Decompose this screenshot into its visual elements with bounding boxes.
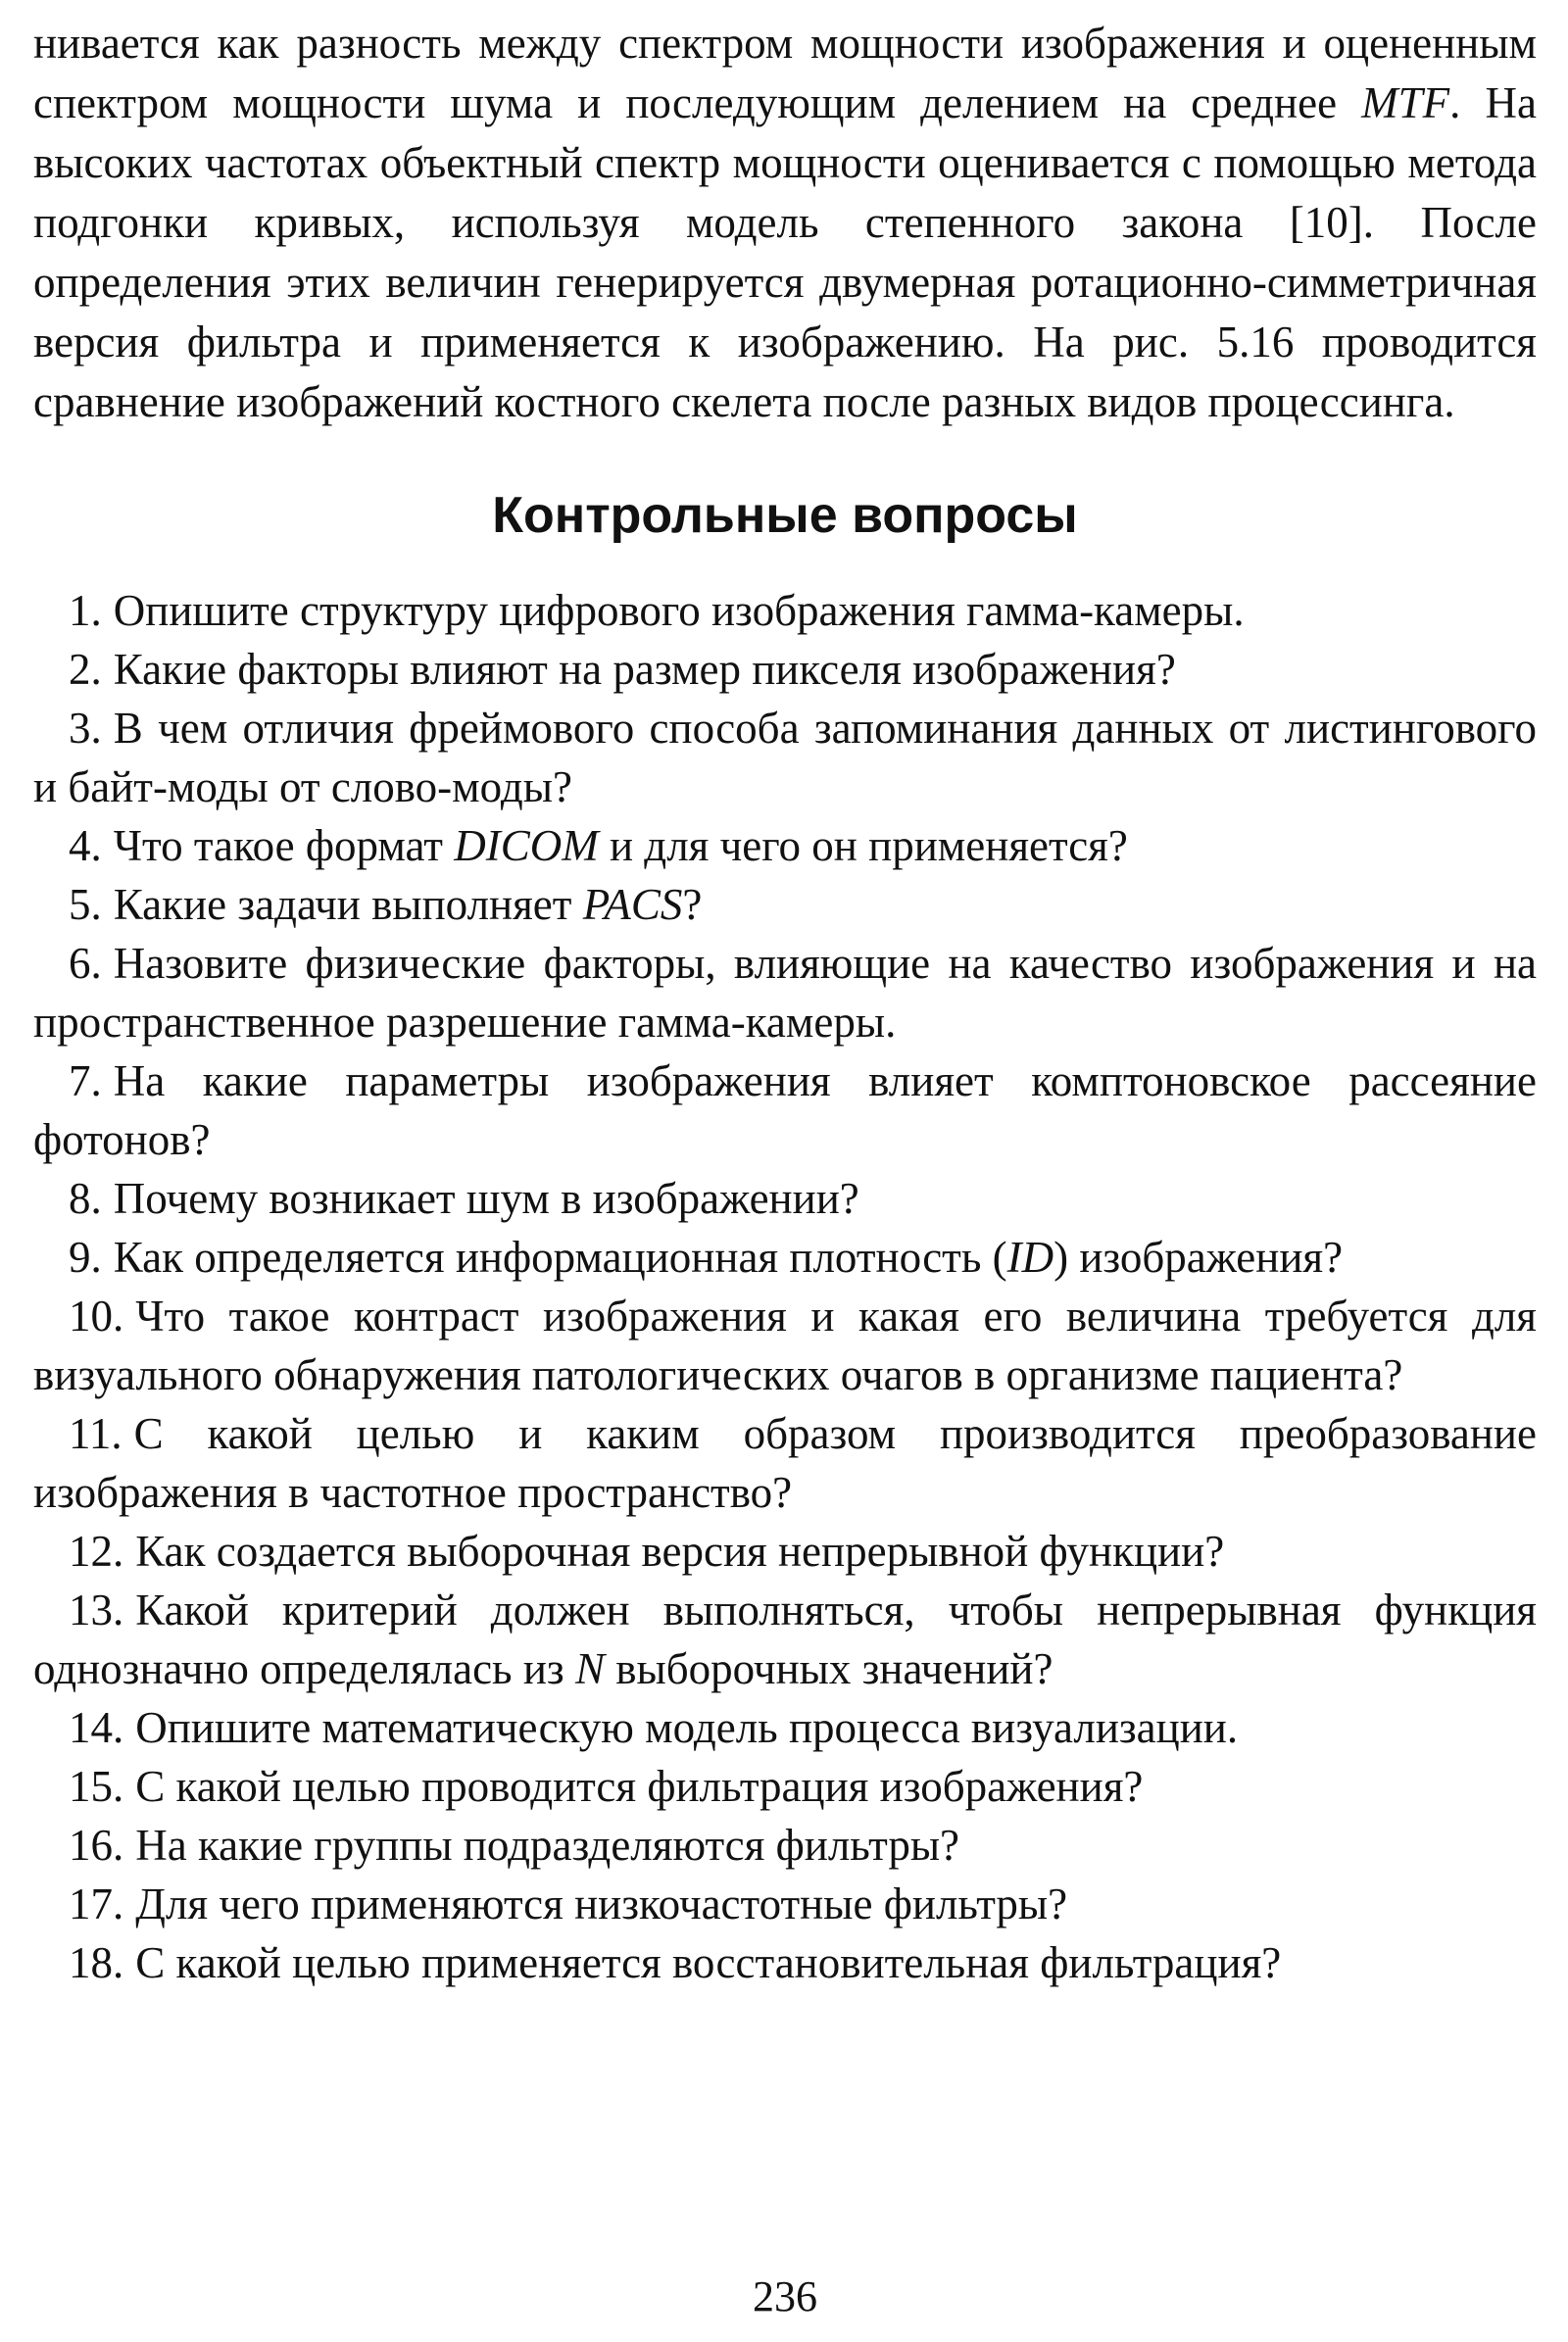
question-number: 2. (69, 645, 102, 694)
question-number: 12. (69, 1527, 124, 1576)
document-page (33, 14, 1537, 2326)
question-number: 1. (69, 586, 102, 635)
question-text: С какой целью проводится фильтрация изображения? (135, 1762, 1144, 1811)
question-term: PACS (582, 880, 683, 929)
question-text-post: ) изображения? (1054, 1233, 1344, 1282)
question-term: DICOM (454, 821, 599, 870)
question-number: 9. (69, 1233, 102, 1282)
question-number: 16. (69, 1821, 124, 1870)
question-text: Что такое контраст изображения и какая его величина требуется для визуального обнаружения патологических очагов в организме пациента? (33, 1292, 1537, 1399)
question-item (33, 1698, 1537, 1757)
question-number: 6. (69, 939, 102, 988)
question-item (33, 1933, 1537, 1992)
question-number: 4. (69, 821, 102, 870)
question-number: 18. (69, 1938, 124, 1987)
question-text: Для чего применяются низкочастотные фильтры? (135, 1879, 1068, 1928)
question-term: ID (1006, 1233, 1054, 1282)
question-text: Какие факторы влияют на размер пикселя изображения? (113, 645, 1176, 694)
question-text-post: ? (682, 880, 703, 929)
question-item (33, 875, 1537, 934)
question-text-pre: Как определяется информационная плотность ( (113, 1233, 1007, 1282)
question-number: 5. (69, 880, 102, 929)
question-text: Назовите физические факторы, влияющие на качество изображения и на пространственное разрешение гамма-камеры. (33, 939, 1537, 1047)
question-item (33, 1875, 1537, 1933)
question-number: 15. (69, 1762, 124, 1811)
question-item (33, 581, 1537, 640)
question-text: С какой целью и каким образом производится преобразование изображения в частотное пространство? (33, 1409, 1537, 1517)
question-item (33, 640, 1537, 699)
question-term: N (574, 1644, 605, 1693)
question-text: На какие группы подразделяются фильтры? (135, 1821, 960, 1870)
question-item (33, 1051, 1537, 1169)
question-text: Опишите математическую модель процесса визуализации. (135, 1703, 1239, 1752)
question-item (33, 1169, 1537, 1228)
question-number: 3. (69, 704, 102, 753)
question-text: На какие параметры изображения влияет комптоновское рассеяние фотонов? (33, 1056, 1537, 1164)
question-text: Почему возникает шум в изображении? (113, 1174, 859, 1223)
question-number: 7. (69, 1056, 102, 1105)
question-text: С какой целью применяется восстановительная фильтрация? (135, 1938, 1282, 1987)
question-number: 8. (69, 1174, 102, 1223)
intro-text-2: . На высоких частотах объектный спектр мощности оценивается с помощью метода подгонки кривых, используя модель степенного закона [10]. После определения этих величин генерируется двумерная ротационно-симметричная версия фильтра и применяется к изображению. На рис. 5.16 проводится сравнение изображений костного скелета после разных видов процессинга. (33, 78, 1537, 426)
question-number: 10. (69, 1292, 124, 1341)
question-text: Опишите структуру цифрового изображения гамма-камеры. (113, 586, 1245, 635)
question-text-pre: Что такое формат (113, 821, 455, 870)
question-text: Как создается выборочная версия непрерывной функции? (135, 1527, 1225, 1576)
question-item (33, 1522, 1537, 1581)
question-item (33, 1581, 1537, 1698)
question-text-pre: Какие задачи выполняет (113, 880, 583, 929)
intro-text-1: нивается как разность между спектром мощности изображения и оцененным спектром мощности шума и последующим делением на среднее (33, 19, 1537, 127)
question-text-post: выборочных значений? (604, 1644, 1054, 1693)
question-number: 17. (69, 1879, 124, 1928)
question-item (33, 1757, 1537, 1816)
question-number: 13. (69, 1586, 124, 1635)
question-item (33, 1816, 1537, 1875)
question-text-pre: Какой критерий должен выполняться, чтобы непрерывная функция однозначно определялась из (33, 1586, 1537, 1693)
question-item (33, 1404, 1537, 1522)
question-item (33, 816, 1537, 875)
questions-list (33, 581, 1537, 1992)
intro-paragraph (33, 14, 1537, 432)
question-text-post: и для чего он применяется? (598, 821, 1128, 870)
question-item (33, 699, 1537, 816)
mtf-term: MTF (1361, 78, 1450, 127)
section-heading: Контрольные вопросы (492, 487, 1078, 544)
question-item (33, 934, 1537, 1051)
question-text: В чем отличия фреймового способа запоминания данных от листингового и байт-моды от слово-моды? (33, 704, 1537, 811)
question-item (33, 1228, 1537, 1287)
page-number: 236 (753, 2272, 817, 2320)
question-number: 14. (69, 1703, 124, 1752)
question-number: 11. (69, 1409, 122, 1458)
question-item (33, 1287, 1537, 1404)
